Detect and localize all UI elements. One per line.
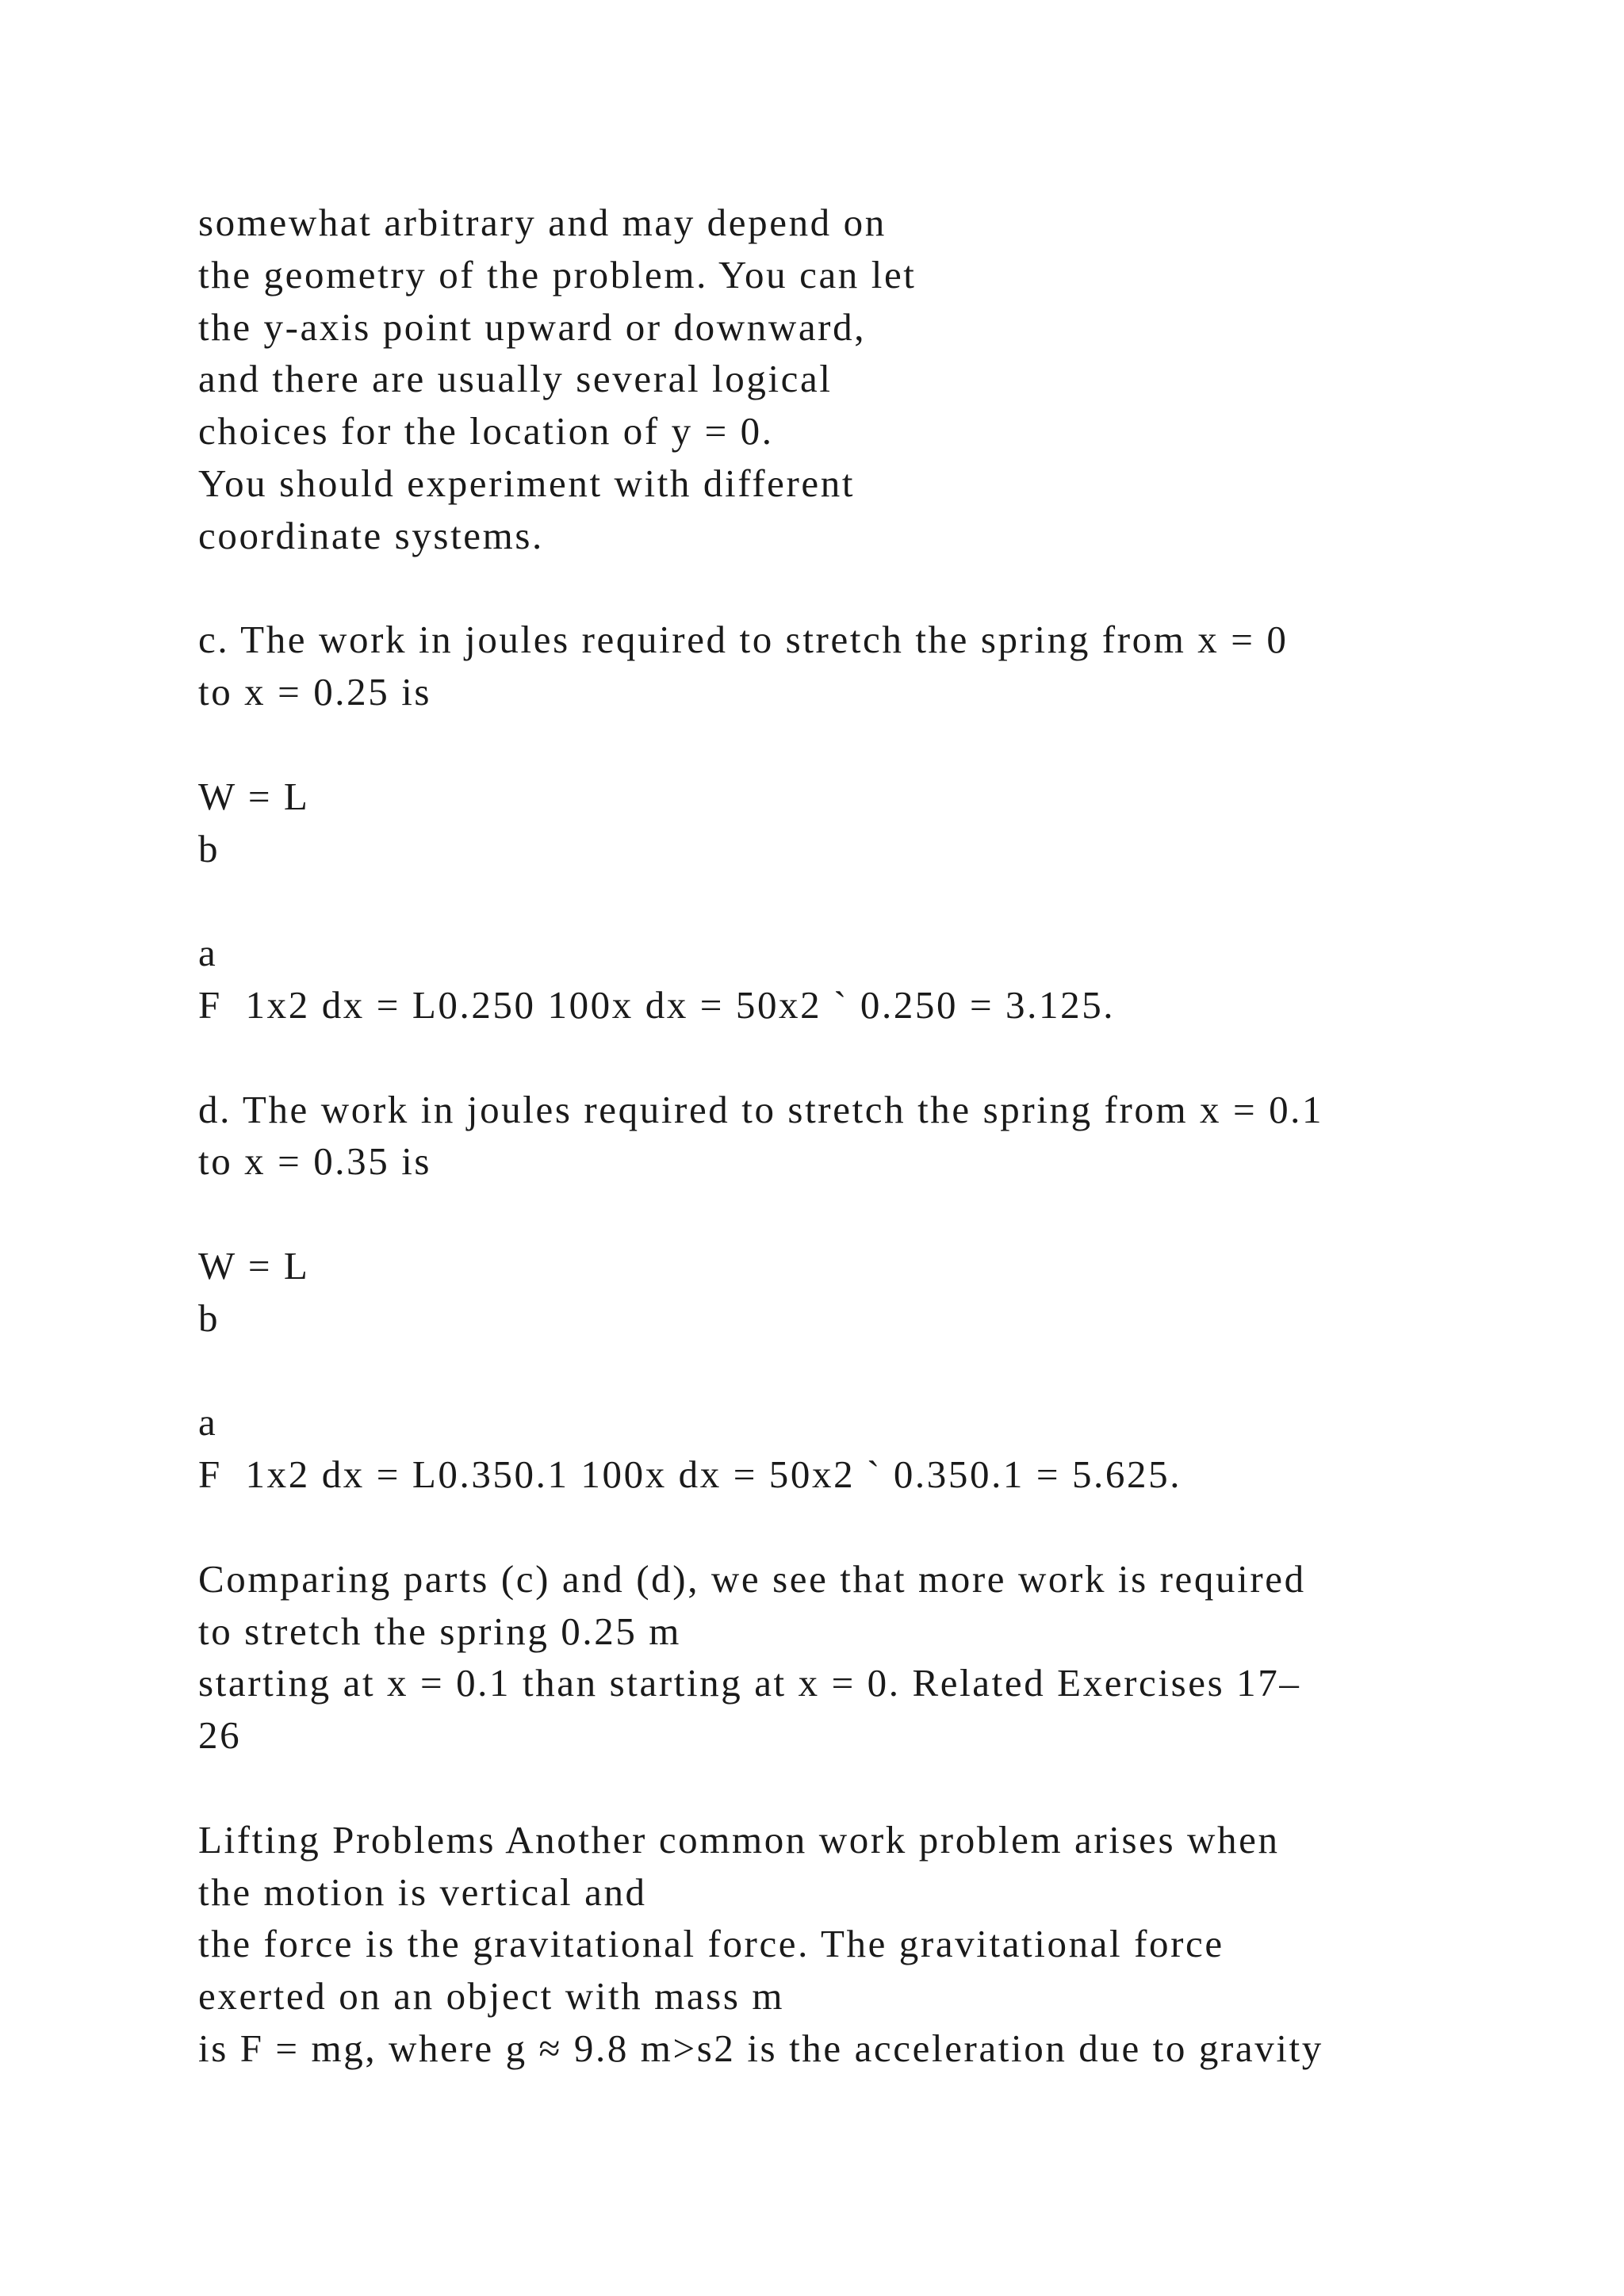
text-line: 26 — [198, 1713, 242, 1758]
blank-line — [198, 1345, 1546, 1397]
text-line: choices for the location of y = 0. — [198, 409, 774, 453]
document-text — [198, 197, 1546, 2075]
text-line: coordinate systems. — [198, 513, 544, 557]
text-line: to x = 0.35 is — [198, 1139, 432, 1184]
blank-line — [198, 1762, 1546, 1814]
equation-line: F 1x2 dx = L0.350.1 100x dx = 50x2 ` 0.350.1 = 5.625. — [198, 1452, 1182, 1497]
equation-line: b — [198, 1295, 220, 1340]
text-line: c. The work in joules required to stretch the spring from x = 0 — [198, 618, 1289, 662]
equation-line: F 1x2 dx = L0.250 100x dx = 50x2 ` 0.250 = 3.125. — [198, 982, 1116, 1027]
text-line: Lifting Problems Another common work problem arises when — [198, 1817, 1280, 1862]
text-line: somewhat arbitrary and may depend on — [198, 201, 887, 244]
text-line: starting at x = 0.1 than starting at x = 0. Related Exercises 17– — [198, 1661, 1301, 1705]
text-line: the y-axis point upward or downward, — [198, 304, 867, 349]
text-line: You should experiment with different — [198, 461, 856, 505]
text-line: to stretch the spring 0.25 m — [198, 1609, 682, 1653]
equation-line: a — [198, 931, 218, 975]
equation-line: W = L — [198, 1243, 310, 1288]
text-line: Comparing parts (c) and (d), we see that more work is required — [198, 1556, 1306, 1601]
blank-line — [198, 874, 1546, 927]
blank-line — [198, 1501, 1546, 1553]
blank-line — [198, 718, 1546, 771]
text-line: exerted on an object with mass m — [198, 1974, 785, 2019]
text-line: the motion is vertical and — [198, 1869, 647, 1914]
text-line: to x = 0.25 is — [198, 670, 432, 714]
text-line: and there are usually several logical — [198, 357, 833, 401]
blank-line — [198, 1031, 1546, 1084]
blank-line — [198, 1188, 1546, 1240]
text-line: is F = mg, where g ≈ 9.8 m>s2 is the acceleration due to gravity — [198, 2026, 1323, 2070]
equation-line: a — [198, 1400, 218, 1445]
equation-line: W = L — [198, 774, 310, 818]
text-line: the geometry of the problem. You can let — [198, 252, 917, 297]
equation-line: b — [198, 826, 220, 871]
text-line: the force is the gravitational force. The gravitational force — [198, 1922, 1224, 1966]
text-line: d. The work in joules required to stretch the spring from x = 0.1 — [198, 1087, 1324, 1131]
blank-line — [198, 562, 1546, 614]
